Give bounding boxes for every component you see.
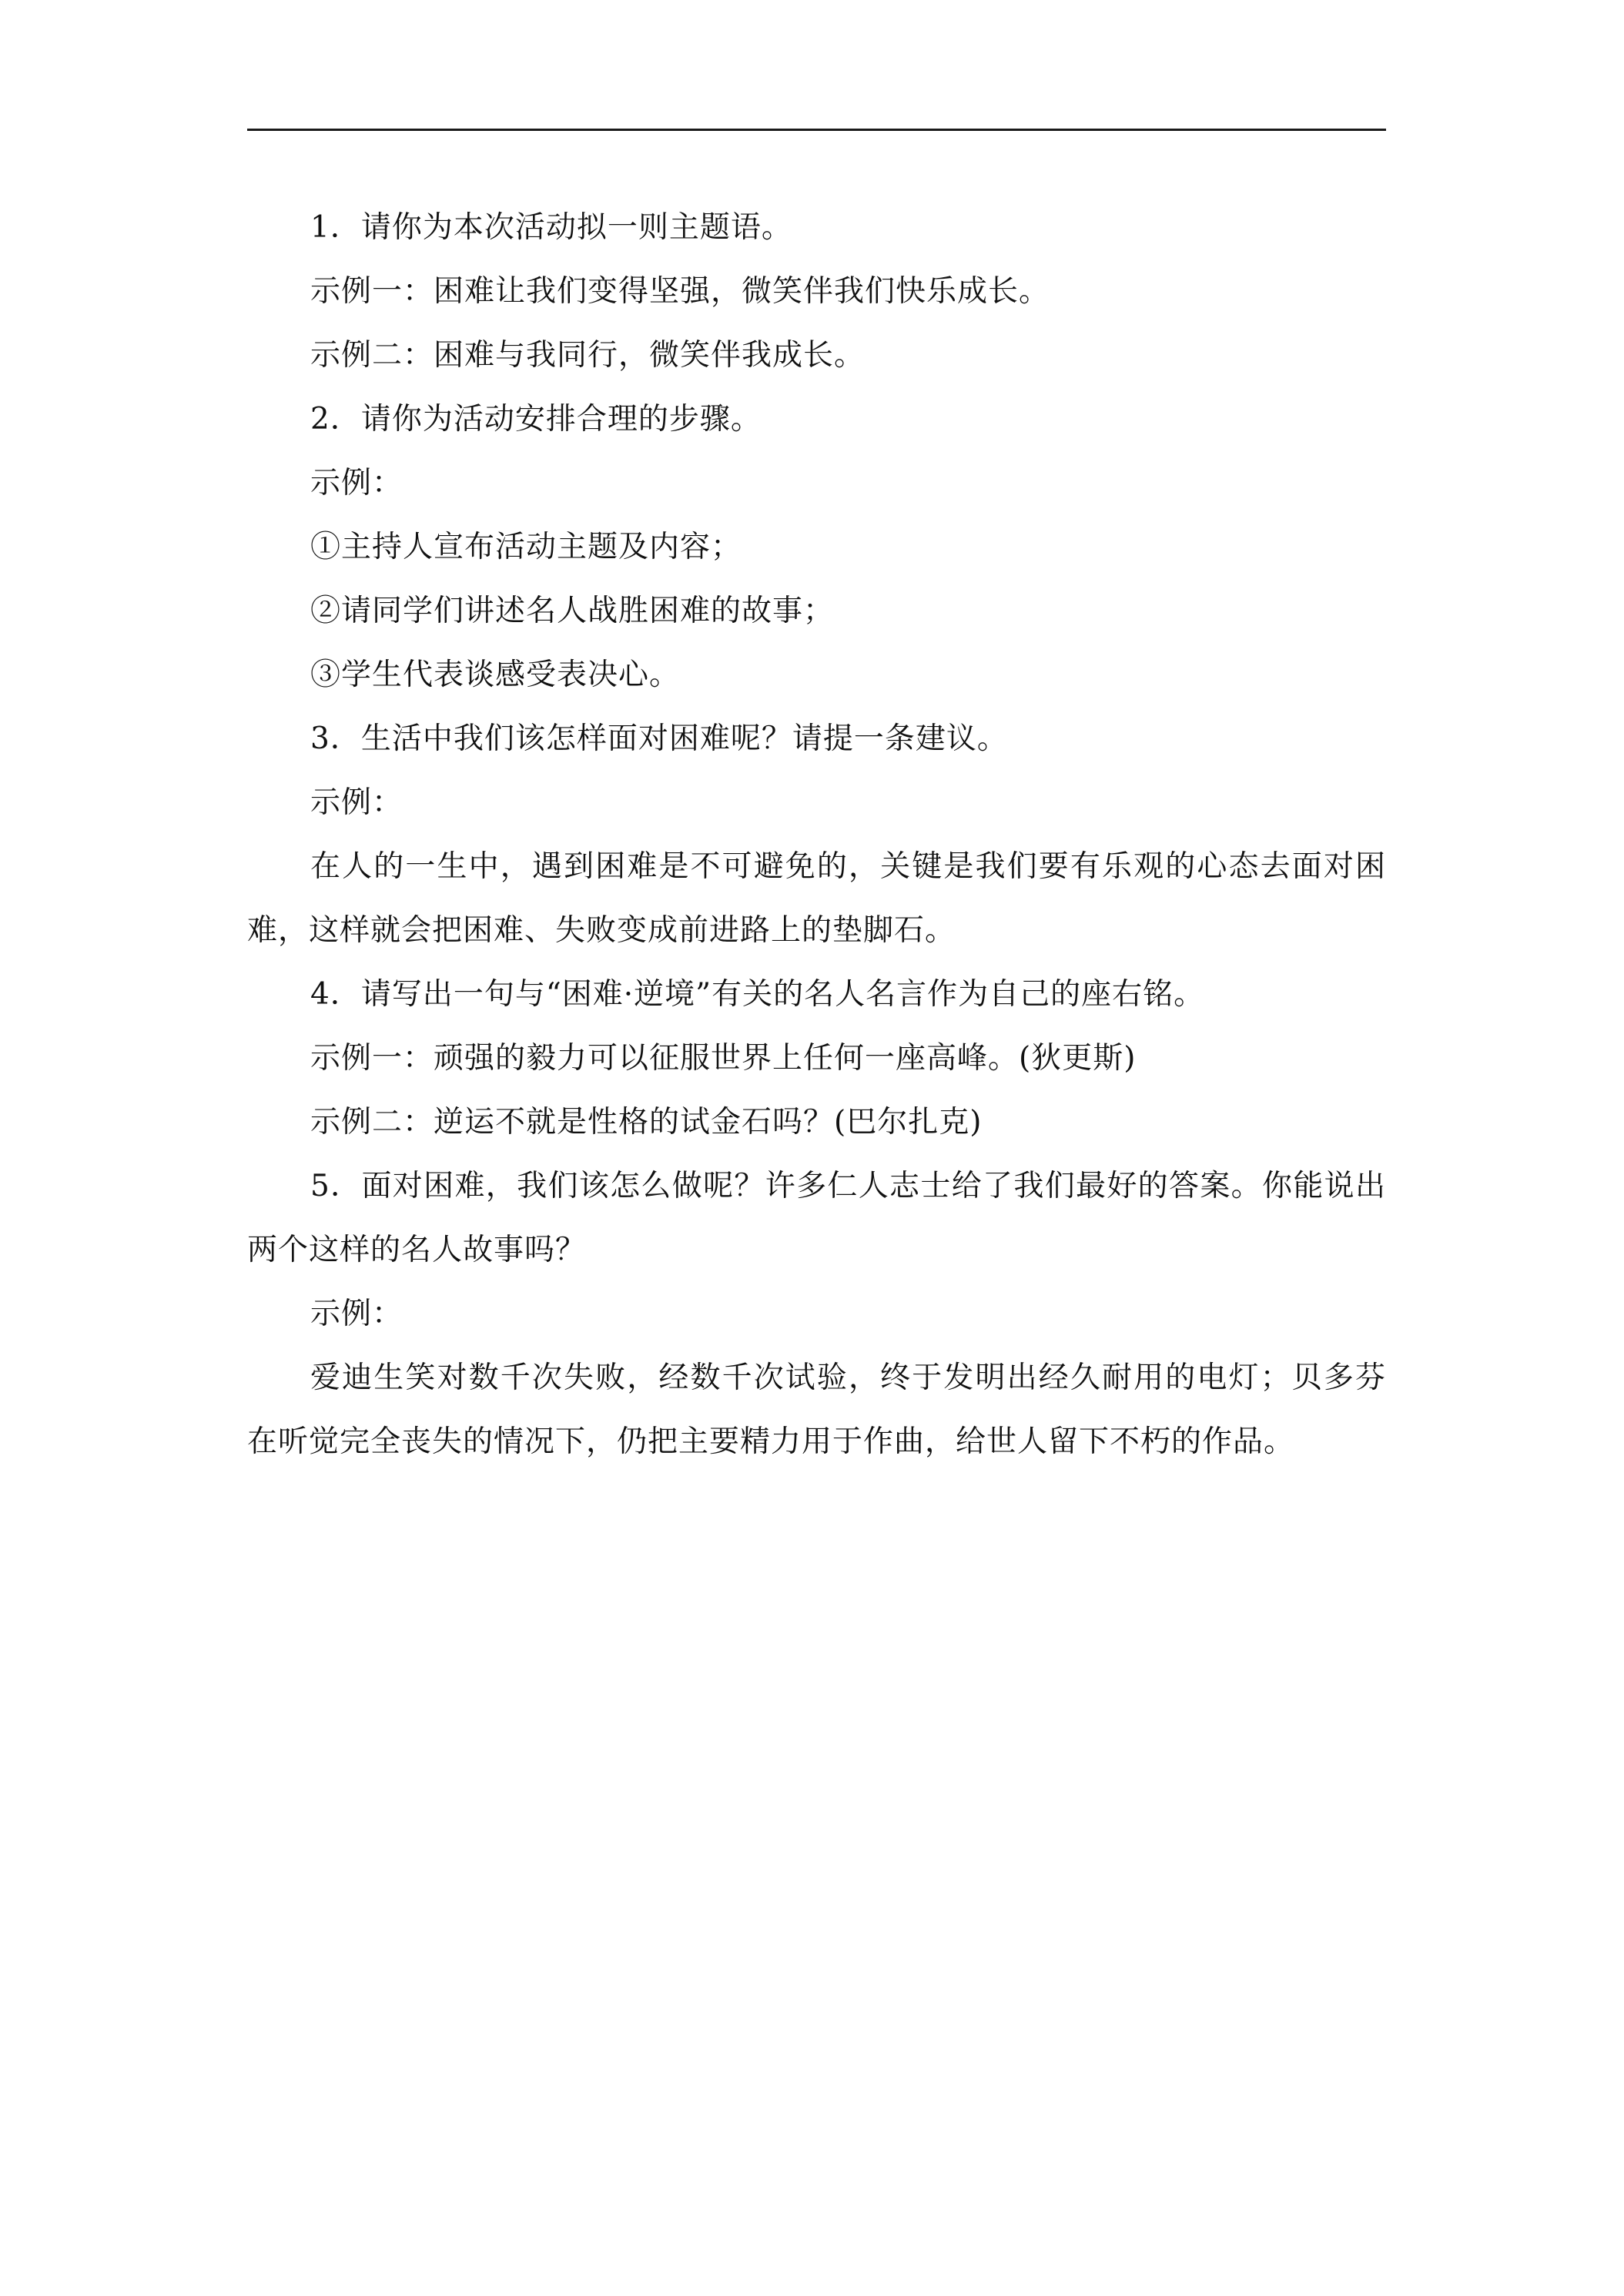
example-1-b: 示例二：困难与我同行，微笑伴我成长。 [310,338,866,373]
example-4-b: 示例二：逆运不就是性格的试金石吗？(巴尔扎克) [310,1105,983,1140]
question-5: 5．面对困难，我们该怎么做呢？许多仁人志士给了我们最好的答案。你能说出两个这样的名人故事吗？ [247,1169,1386,1267]
example-5-label: 示例： [310,1297,403,1331]
header-divider [247,129,1386,131]
example-3-label: 示例： [310,785,403,820]
example-1-a: 示例一：困难让我们变得坚强，微笑伴我们快乐成长。 [310,274,1050,309]
step-2: ②请同学们讲述名人战胜困难的故事； [310,594,835,628]
example-4-a: 示例一：顽强的毅力可以征服世界上任何一座高峰。(狄更斯) [310,1041,1137,1076]
step-1: ①主持人宣布活动主题及内容； [310,530,742,564]
example-5-text: 爱迪生笑对数千次失败，经数千次试验，终于发明出经久耐用的电灯；贝多芬在听觉完全丧失的情况下，仍把主要精力用于作曲，给世人留下不朽的作品。 [247,1361,1386,1459]
step-3: ③学生代表谈感受表决心。 [310,658,681,692]
question-3: 3．生活中我们该怎样面对困难呢？请提一条建议。 [310,721,1008,756]
question-2: 2．请你为活动安排合理的步骤。 [310,402,762,437]
question-1: 1．请你为本次活动拟一则主题语。 [310,210,792,245]
document-body [247,196,1386,1474]
example-2-label: 示例： [310,466,403,500]
example-3-text: 在人的一生中，遇到困难是不可避免的，关键是我们要有乐观的心态去面对困难，这样就会把困难、失败变成前进路上的垫脚石。 [247,849,1386,948]
question-4: 4．请写出一句与“困难·逆境”有关的名人名言作为自己的座右铭。 [310,977,1205,1012]
